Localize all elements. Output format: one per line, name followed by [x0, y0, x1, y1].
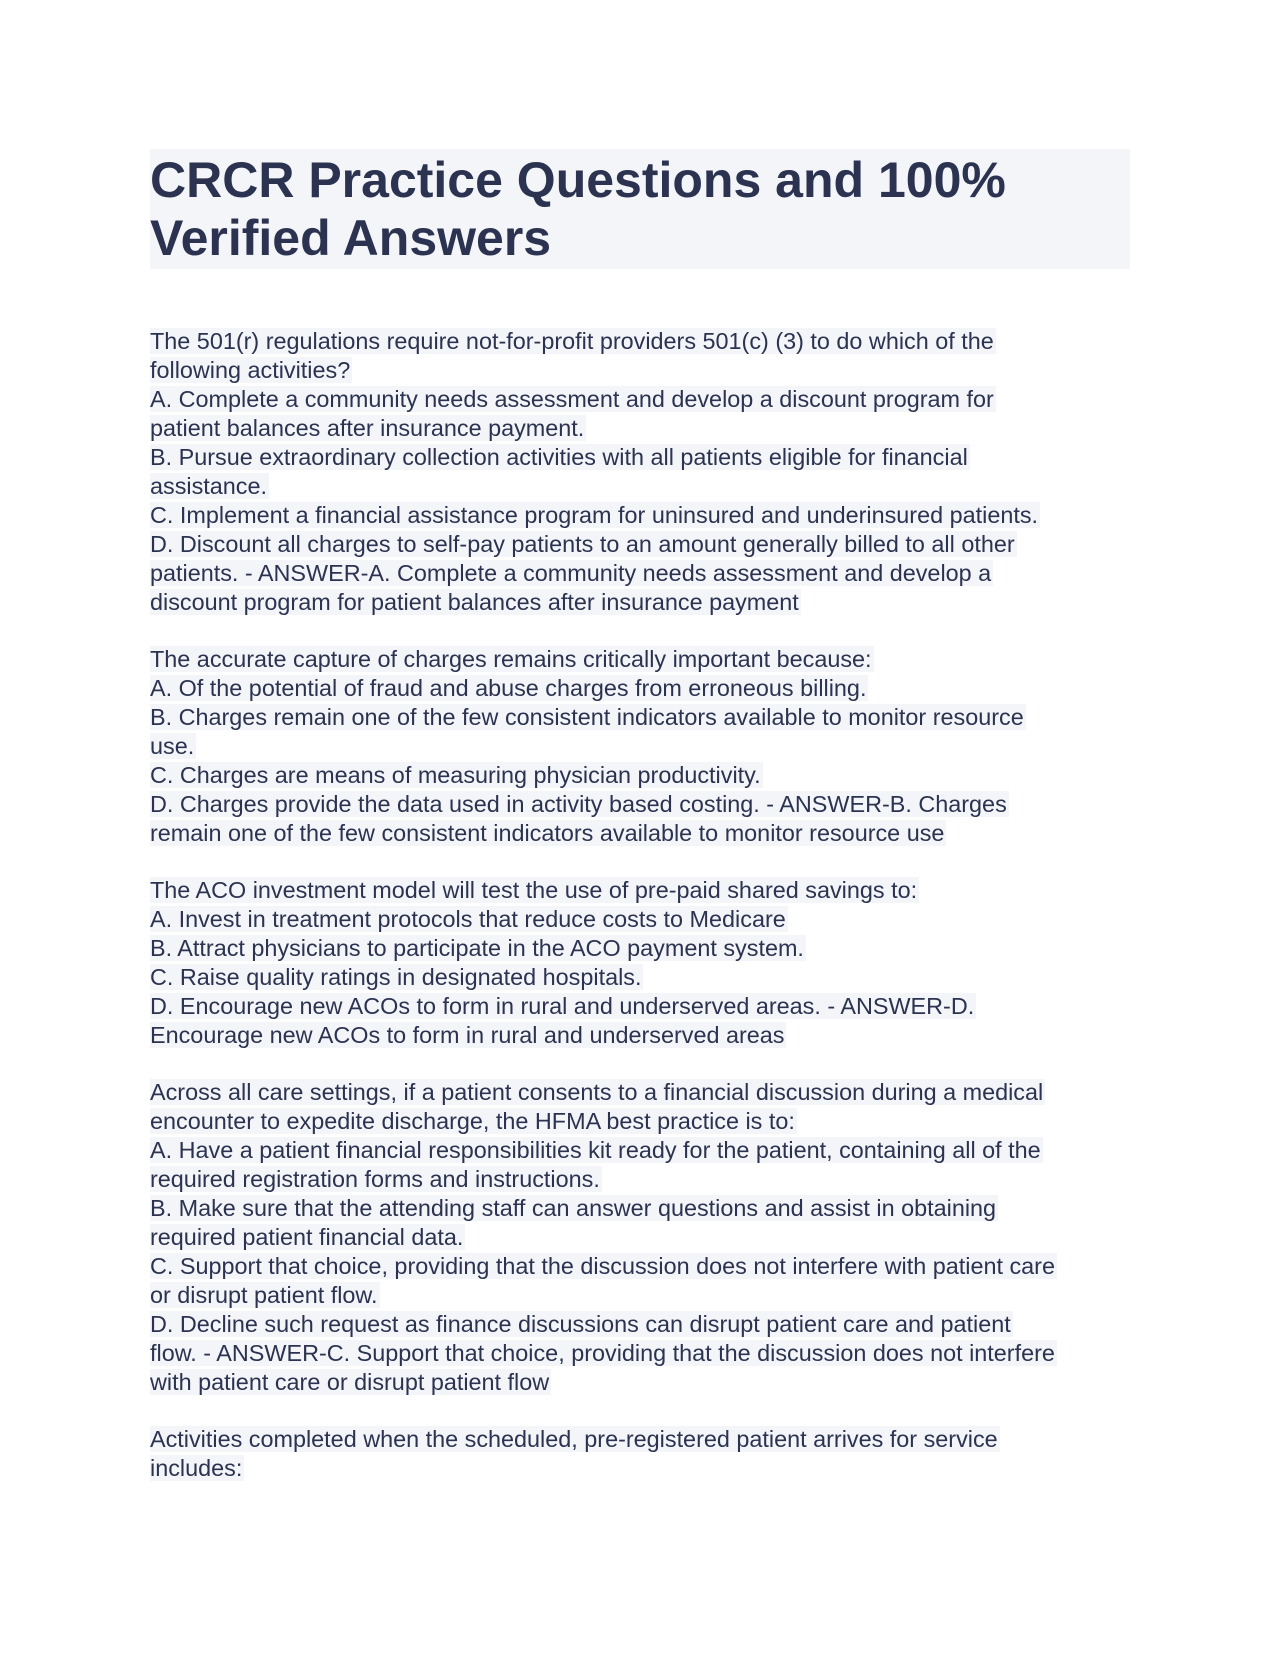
- document-title: [150, 149, 1130, 269]
- text-line-content: The accurate capture of charges remains critically important because:: [150, 646, 872, 672]
- text-line: [150, 905, 1130, 934]
- text-line-content: following activities?: [150, 357, 351, 383]
- text-line: [150, 703, 1130, 732]
- document-page: [150, 149, 1130, 1511]
- title-line-2: Verified Answers: [150, 210, 552, 266]
- question-block: [150, 1078, 1130, 1397]
- text-line: [150, 327, 1130, 356]
- text-line: [150, 1194, 1130, 1223]
- text-line: [150, 1454, 1130, 1483]
- text-line: [150, 414, 1130, 443]
- text-line: [150, 356, 1130, 385]
- text-line-content: A. Complete a community needs assessment and develop a discount program for: [150, 386, 994, 412]
- text-line-content: B. Charges remain one of the few consistent indicators available to monitor resource: [150, 704, 1024, 730]
- text-line-content: C. Implement a financial assistance program for uninsured and underinsured patients.: [150, 502, 1039, 528]
- text-line-content: A. Have a patient financial responsibilities kit ready for the patient, containing all of the: [150, 1137, 1041, 1163]
- text-line-content: The ACO investment model will test the use of pre-paid shared savings to:: [150, 877, 918, 903]
- text-line: [150, 385, 1130, 414]
- text-line-content: required patient financial data.: [150, 1224, 464, 1250]
- text-line-content: includes:: [150, 1455, 243, 1481]
- text-line: [150, 1165, 1130, 1194]
- question-block: [150, 645, 1130, 848]
- text-line: [150, 1281, 1130, 1310]
- text-line-content: encounter to expedite discharge, the HFMA best practice is to:: [150, 1108, 795, 1134]
- text-line: [150, 1021, 1130, 1050]
- text-line-content: discount program for patient balances after insurance payment: [150, 589, 799, 615]
- text-line-content: flow. - ANSWER-C. Support that choice, providing that the discussion does not interfere: [150, 1340, 1055, 1366]
- text-line-content: C. Support that choice, providing that the discussion does not interfere with patient care: [150, 1253, 1055, 1279]
- text-line-content: D. Decline such request as finance discussions can disrupt patient care and patient: [150, 1311, 1011, 1337]
- text-line-content: D. Discount all charges to self-pay patients to an amount generally billed to all other: [150, 531, 1015, 557]
- text-line-content: Across all care settings, if a patient consents to a financial discussion during a medical: [150, 1079, 1044, 1105]
- text-line: [150, 501, 1130, 530]
- text-line-content: patients. - ANSWER-A. Complete a community needs assessment and develop a: [150, 560, 992, 586]
- question-block: [150, 327, 1130, 617]
- text-line: [150, 443, 1130, 472]
- text-line: [150, 934, 1130, 963]
- text-line-content: with patient care or disrupt patient flow: [150, 1369, 550, 1395]
- text-line-content: or disrupt patient flow.: [150, 1282, 378, 1308]
- text-line: [150, 530, 1130, 559]
- title-spacer: [150, 269, 1130, 327]
- question-block: [150, 1425, 1130, 1483]
- text-line-content: D. Charges provide the data used in activity based costing. - ANSWER-B. Charges: [150, 791, 1007, 817]
- text-line-content: use.: [150, 733, 195, 759]
- text-line: [150, 1368, 1130, 1397]
- text-line: [150, 761, 1130, 790]
- text-line: [150, 472, 1130, 501]
- text-line-content: A. Invest in treatment protocols that reduce costs to Medicare: [150, 906, 786, 932]
- text-line-content: C. Charges are means of measuring physician productivity.: [150, 762, 761, 788]
- text-line: [150, 1107, 1130, 1136]
- text-line-content: Activities completed when the scheduled, pre-registered patient arrives for service: [150, 1426, 998, 1452]
- text-line: [150, 1310, 1130, 1339]
- text-line: [150, 1425, 1130, 1454]
- text-line: [150, 732, 1130, 761]
- text-line: [150, 559, 1130, 588]
- text-line: [150, 992, 1130, 1021]
- text-line-content: The 501(r) regulations require not-for-profit providers 501(c) (3) to do which of the: [150, 328, 994, 354]
- title-line-1: CRCR Practice Questions and 100%: [150, 152, 1006, 208]
- text-line-content: B. Pursue extraordinary collection activities with all patients eligible for financial: [150, 444, 968, 470]
- text-line: [150, 1136, 1130, 1165]
- text-line-content: assistance.: [150, 473, 268, 499]
- text-line: [150, 876, 1130, 905]
- question-block: [150, 876, 1130, 1050]
- text-line-content: B. Attract physicians to participate in the ACO payment system.: [150, 935, 804, 961]
- text-line-content: patient balances after insurance payment.: [150, 415, 585, 441]
- text-line-content: required registration forms and instructions.: [150, 1166, 600, 1192]
- text-line-content: A. Of the potential of fraud and abuse charges from erroneous billing.: [150, 675, 867, 701]
- text-line: [150, 1223, 1130, 1252]
- text-line: [150, 819, 1130, 848]
- text-line: [150, 1339, 1130, 1368]
- question-list: [150, 327, 1130, 1483]
- text-line: [150, 674, 1130, 703]
- text-line: [150, 790, 1130, 819]
- text-line-content: D. Encourage new ACOs to form in rural and underserved areas. - ANSWER-D.: [150, 993, 975, 1019]
- text-line-content: remain one of the few consistent indicators available to monitor resource use: [150, 820, 945, 846]
- text-line: [150, 1078, 1130, 1107]
- text-line-content: Encourage new ACOs to form in rural and underserved areas: [150, 1022, 785, 1048]
- text-line: [150, 645, 1130, 674]
- text-line-content: C. Raise quality ratings in designated hospitals.: [150, 964, 642, 990]
- text-line: [150, 1252, 1130, 1281]
- text-line: [150, 588, 1130, 617]
- text-line-content: B. Make sure that the attending staff can answer questions and assist in obtaining: [150, 1195, 997, 1221]
- text-line: [150, 963, 1130, 992]
